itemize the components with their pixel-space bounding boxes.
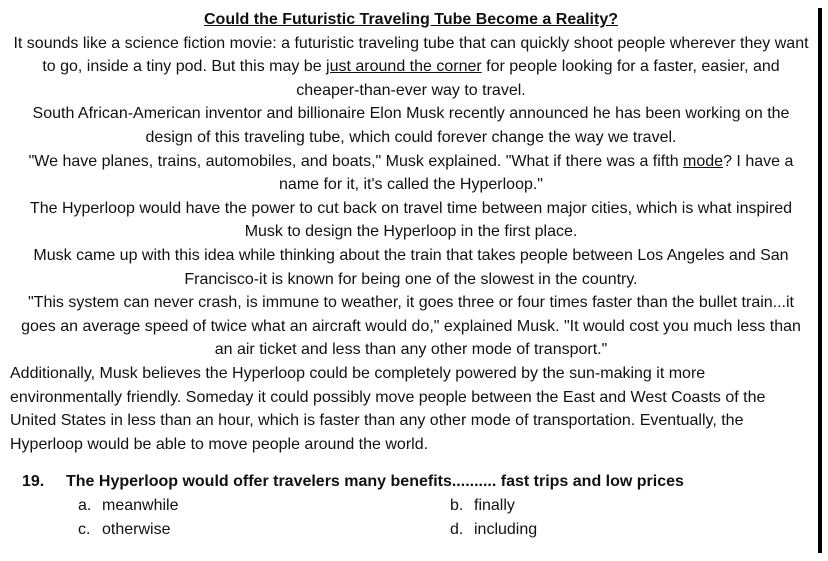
option-c[interactable] [78,518,450,542]
question-text: The Hyperloop would offer travelers many benefits.......... fast trips and low prices [66,473,684,491]
article-title: Could the Futuristic Traveling Tube Become a Reality? [204,11,618,28]
option-text: including [474,521,538,539]
paragraph-4: The Hyperloop would have the power to cut back on travel time between major cities, which is what inspired Musk to design the Hyperloop in the first place. [29,199,793,241]
option-text: meanwhile [102,497,179,515]
paragraph-3-text-before: "We have planes, trains, automobiles, and boats," Musk explained. "What if there was a fifth [28,152,684,170]
option-letter: a. [78,497,92,515]
paragraph-3 [10,150,812,197]
paragraph-1-text-before: It sounds like a science fiction movie: a futuristic traveling tube that can quickly shoot people wherever they want to go, inside a tiny pod. But this may be [13,34,809,76]
option-letter: b. [450,497,464,515]
article-passage [10,32,812,457]
underlined-word-mode: mode [683,152,724,170]
question-stem [22,470,812,494]
paragraph-1 [10,32,812,103]
paragraph-5: Musk came up with this idea while thinking about the train that takes people between Los Angeles and San Francisco-it is known for being one of the slowest in the country. [33,246,789,288]
paragraph-1-text-after: for people looking for a faster, easier, and cheaper-than-ever way to travel. [296,58,780,99]
paragraph-3-text-after: ? I have a name for it, it's called the Hyperloop." [279,152,794,194]
option-text: otherwise [102,521,171,539]
option-text: finally [474,497,515,515]
option-letter: d. [450,521,464,539]
option-b[interactable] [450,494,750,518]
question-number: 19. [22,473,45,491]
document-page [0,8,822,553]
paragraph-7: Additionally, Musk believes the Hyperloop could be completely powered by the sun-making it more environmentally friendly. Someday it could possibly move people between the East and West Coasts of the United States in less than an hour, which is faster than any other mode of transportation. Eventually, the Hyperloop would be able to move people around the world. [10,364,766,453]
option-d[interactable] [450,518,750,542]
answer-options [22,494,812,542]
paragraph-6: "This system can never crash, is immune to weather, it goes three or four times faster than the bullet train...it goes an average speed of twice what an aircraft would do," explained Musk. "It would cost you much less than an air ticket and less than any other mode of transport." [21,294,801,359]
question-19 [10,470,812,542]
option-a[interactable] [78,494,450,518]
underlined-phrase-just-around-the-corner: just around the corner [326,58,482,76]
option-letter: c. [78,521,91,539]
paragraph-2: South African-American inventor and billionaire Elon Musk recently announced he has been working on the design of this traveling tube, which could forever change the way we travel. [32,105,790,146]
